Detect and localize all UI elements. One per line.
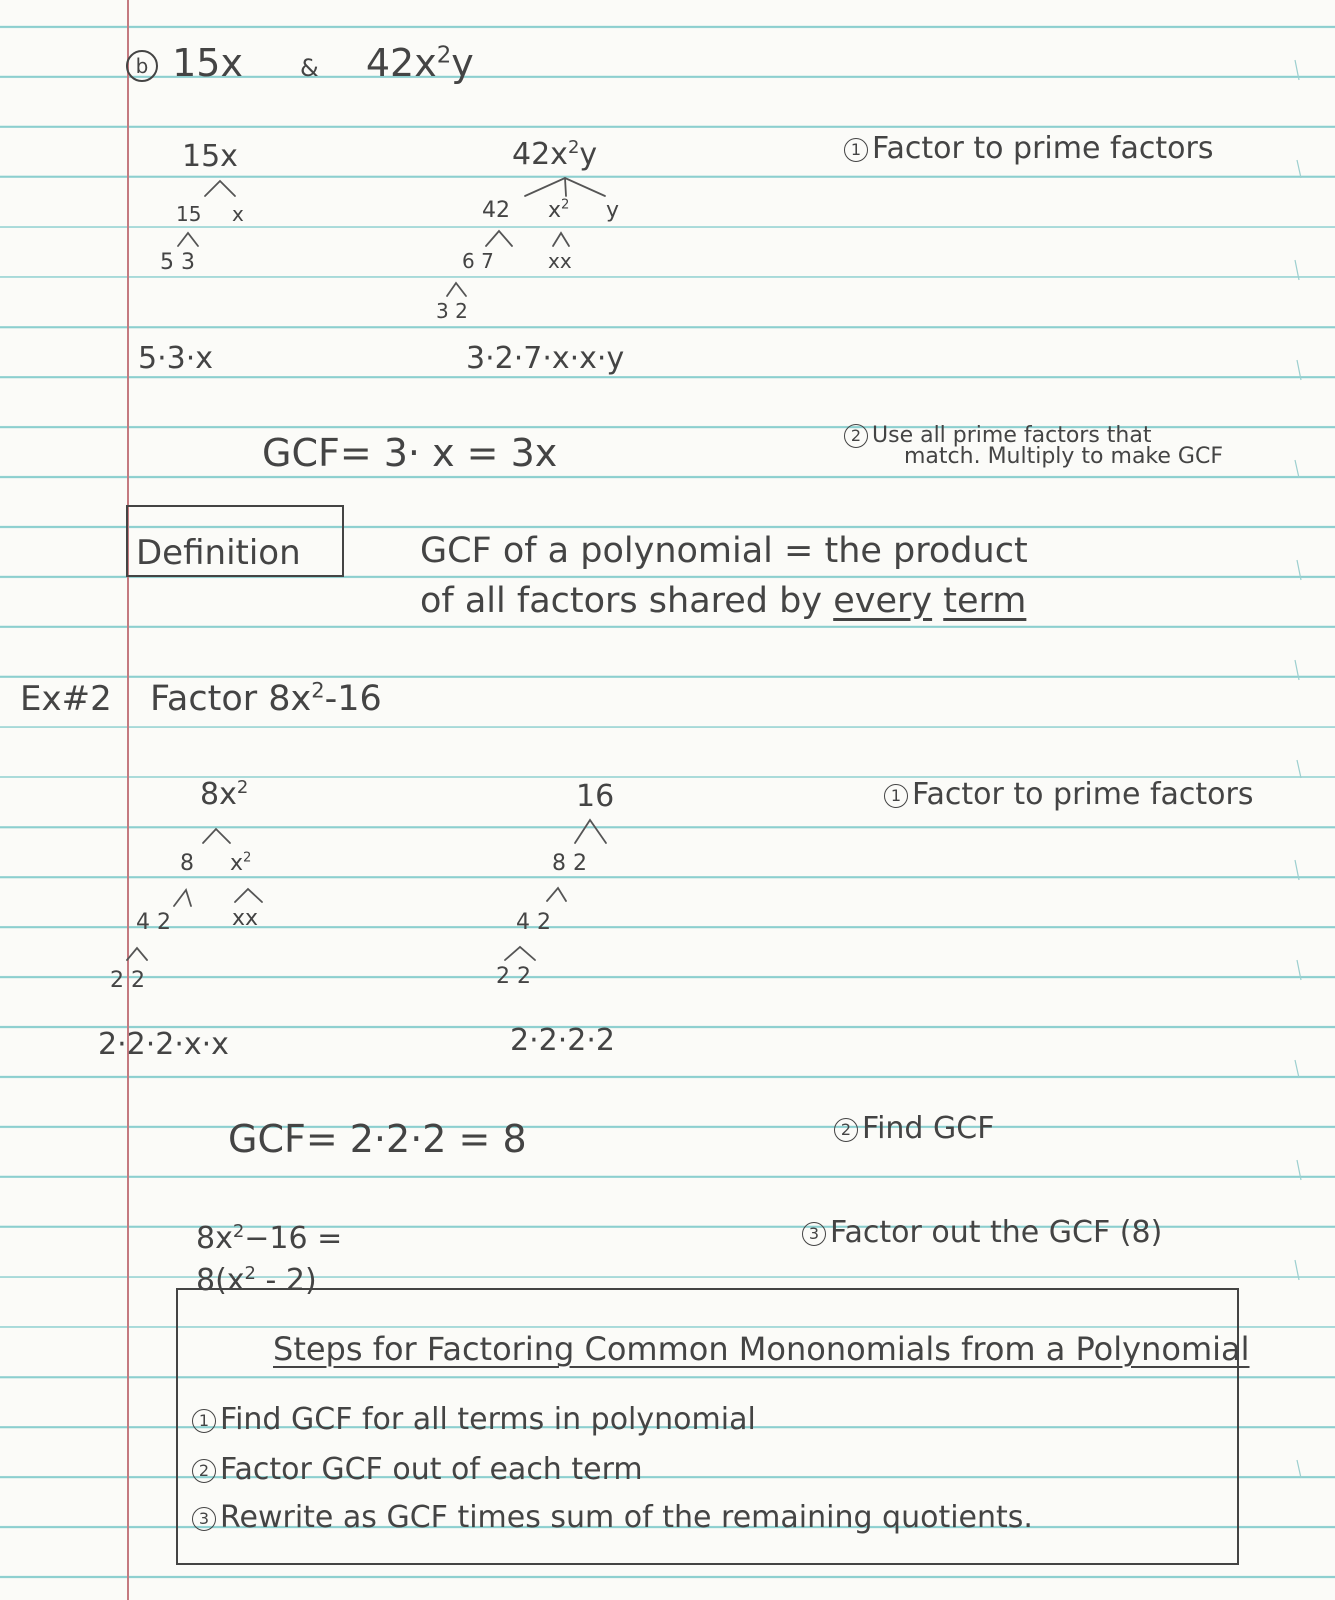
definition-label: Definition	[136, 533, 301, 573]
tree-16-level2: 4 2	[516, 910, 551, 935]
steps-item-2	[192, 1452, 643, 1487]
definition-line2-start: of all factors shared by	[420, 581, 834, 621]
example2-work-line1-exp: 2	[232, 1221, 245, 1242]
example2-work-line2-exp: 2	[244, 1263, 256, 1284]
steps-box	[176, 1288, 1250, 1565]
example2-title-text: Factor 8x	[150, 679, 312, 719]
tree-42x2y-level2-b: xx	[548, 249, 572, 273]
example2-work-line1-base: 8x	[196, 1221, 233, 1256]
part-b-step2-line1: Use all prime factors that	[872, 423, 1152, 448]
tree-16-root: 16	[576, 779, 615, 814]
steps-title: Steps for Factoring Common Mononomials from a Polynomial	[273, 1330, 1250, 1368]
steps-item-3-number: 3	[192, 1507, 216, 1531]
tree-16-level1: 8 2	[552, 851, 587, 876]
definition-term: term	[943, 581, 1027, 621]
part-b-step1	[844, 131, 1214, 166]
tree-16-product: 2·2·2·2	[510, 1023, 615, 1058]
binder-edge-marks	[1275, 0, 1335, 1600]
tree-8x2-level3: 2 2	[110, 968, 145, 993]
part-b-term-right-base: 42x	[365, 41, 437, 85]
example2-step2-text: Find GCF	[862, 1111, 995, 1146]
tree-42x2y-root	[512, 137, 598, 172]
tree-8x2-level1-right-exp: 2	[243, 850, 252, 866]
part-b-gcf: GCF= 3· x = 3x	[262, 431, 558, 475]
example2-title-tail: -16	[324, 679, 382, 719]
tree-15x-level1-right: x	[232, 202, 244, 226]
steps-item-3	[192, 1500, 1033, 1535]
tree-8x2-root-base: 8x	[200, 777, 237, 812]
definition-every: every	[833, 581, 933, 621]
part-b-step1-text: Factor to prime factors	[872, 131, 1214, 166]
part-b-term-right-tail: y	[451, 41, 474, 85]
example2-step3-number: 3	[802, 1222, 826, 1246]
steps-item-1	[192, 1402, 756, 1437]
part-b-header	[126, 41, 474, 85]
example2-step2-number: 2	[834, 1118, 858, 1142]
tree-8x2-level2-left: 4 2	[136, 910, 171, 935]
tree-42x2y-root-exp: 2	[567, 137, 580, 158]
tree-8x2-level1-right	[230, 850, 252, 876]
tree-8x2-level1-left: 8	[180, 851, 194, 876]
margin-line	[127, 0, 129, 1600]
steps-item-3-text: Rewrite as GCF times sum of the remaining quotients.	[220, 1500, 1033, 1535]
part-b-step2-line2: match. Multiply to make GCF	[904, 444, 1223, 469]
tree-42x2y-root-base: 42x	[512, 137, 568, 172]
part-b-term-right-exp: 2	[436, 42, 452, 69]
definition-line2	[420, 581, 1027, 621]
tree-16-level3: 2 2	[496, 964, 531, 989]
example2-step3	[802, 1215, 1163, 1250]
tree-42x2y-level2-a: 6 7	[462, 249, 494, 273]
steps-item-1-text: Find GCF for all terms in polynomial	[220, 1402, 756, 1437]
tree-42x2y-level1-b-base: x	[548, 198, 562, 223]
steps-item-2-number: 2	[192, 1459, 216, 1483]
part-b-step2-number: 2	[844, 424, 868, 448]
tree-8x2-level2-right: xx	[232, 906, 259, 931]
example2-gcf: GCF= 2·2·2 = 8	[228, 1117, 527, 1161]
part-b-ampersand: &	[300, 54, 319, 82]
tree-8x2-root-exp: 2	[236, 777, 249, 798]
tree-42x2y-level1-b	[548, 197, 570, 223]
example2-step3-text: Factor out the GCF (8)	[830, 1215, 1163, 1250]
definition-line1: GCF of a polynomial = the product	[420, 531, 1028, 571]
tree-8x2-root	[200, 777, 249, 812]
tree-42x2y-level1-b-exp: 2	[561, 197, 570, 213]
part-b-term-left: 15x	[172, 41, 243, 85]
example2-step1-number: 1	[884, 784, 908, 808]
example2-step1-text: Factor to prime factors	[912, 777, 1254, 812]
tree-8x2-product: 2·2·2·x·x	[98, 1027, 229, 1062]
tree-15x-root: 15x	[182, 139, 238, 174]
example2-work-line2-tail: - 2)	[256, 1263, 317, 1298]
example2-title-exp: 2	[311, 678, 325, 703]
tree-42x2y-product: 3·2·7·x·x·y	[466, 341, 625, 376]
steps-item-1-number: 1	[192, 1409, 216, 1433]
example2-work-line2-head: 8(x	[196, 1263, 245, 1298]
example2-step2	[834, 1111, 995, 1146]
tree-42x2y-level3: 3 2	[436, 299, 468, 323]
part-b-circled-label: b	[126, 50, 158, 82]
example2-work-line1-tail: −16 =	[244, 1221, 343, 1256]
example2-label: Ex#2	[20, 679, 112, 719]
example2-title	[150, 678, 382, 719]
tree-42x2y-root-tail: y	[579, 137, 598, 172]
part-b-step1-number: 1	[844, 138, 868, 162]
steps-item-2-text: Factor GCF out of each term	[220, 1452, 643, 1487]
tree-8x2-level1-right-base: x	[230, 851, 244, 876]
tree-42x2y-level1-c: y	[606, 198, 620, 223]
tree-15x-level2: 5 3	[160, 250, 195, 275]
tree-15x-level1-left: 15	[176, 202, 202, 226]
tree-42x2y-level1-a: 42	[482, 198, 510, 223]
example2-work-line1	[196, 1221, 343, 1256]
example2-step1	[884, 777, 1254, 812]
tree-15x-product: 5·3·x	[138, 341, 213, 376]
